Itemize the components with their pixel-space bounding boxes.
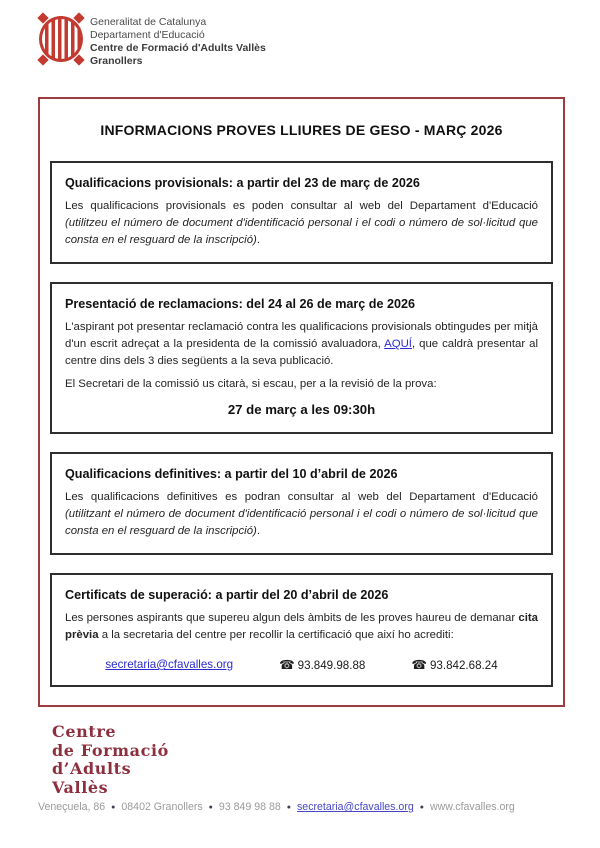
body-text: Les qualificacions definitives es podran consultar al web del Departament d'Educació <box>65 491 538 503</box>
notice-body <box>65 489 538 540</box>
body-text-italic: (utilitzeu el número de document d'identificació personal i el codi o número de sol·licitud que consta en el resguard de la inscripció) <box>65 217 538 246</box>
footer-email-link[interactable]: secretaria@cfavalles.org <box>297 801 414 813</box>
header-city: Granollers <box>90 55 143 67</box>
footer-city: 08402 Granollers <box>121 801 203 813</box>
footer-phone: 93 849 98 88 <box>218 801 281 813</box>
notice-heading: Qualificacions provisionals: a partir del 23 de març de 2026 <box>65 176 420 190</box>
phone-icon: ☎ <box>279 658 295 672</box>
bullet-icon: ● <box>208 803 213 811</box>
phone-number-1 <box>279 657 365 672</box>
footer-address: Veneçuela, 86 <box>38 801 106 813</box>
body-text-end: . <box>256 525 261 537</box>
header-department: Departament d'Educació <box>90 29 205 41</box>
contact-row <box>65 657 538 672</box>
generalitat-logo-icon <box>38 13 84 65</box>
body-text: Les persones aspirants que supereu algun dels àmbits de les proves haureu de demanar <box>65 612 519 624</box>
body-text-italic: (utilitzant el número de document d'identificació personal i el codi o número de sol·licitud que consta en el resguard de la inscripció) <box>65 508 538 537</box>
footer-contact-strip <box>38 801 578 813</box>
header <box>38 13 266 68</box>
notice-body <box>65 319 538 370</box>
body-text: L'aspirant pot presentar reclamació contra les qualificacions provisionals obtingudes per mitjà d'un escrit adreçat a la presidenta de la comissió avaluadora, <box>65 321 538 350</box>
footer-website: www.cfavalles.org <box>429 801 515 813</box>
body-text: a la secretaria del centre per recollir la certificació que així ho acrediti: <box>98 629 454 641</box>
senyera-stripes-icon <box>39 16 83 62</box>
page-title: INFORMACIONS PROVES LLIURES DE GESO - MARÇ 2026 <box>100 122 503 138</box>
phone-number-text: 93.849.98.88 <box>297 659 366 672</box>
header-org-name: Generalitat de Catalunya <box>90 16 207 28</box>
notice-body <box>65 610 538 644</box>
body-text: , que caldrà presentar al centre dins dels 3 dies següents a la seva publicació. <box>65 338 539 367</box>
notice-heading: Qualificacions definitives: a partir del 10 d’abril de 2026 <box>65 467 398 481</box>
bullet-icon: ● <box>286 803 291 811</box>
review-date-highlight: 27 de març a les 09:30h <box>227 402 376 417</box>
footer-brand-logo <box>52 723 169 797</box>
notice-heading: Certificats de superació: a partir del 20 d’abril de 2026 <box>65 588 389 602</box>
header-org-lines <box>90 13 266 68</box>
brand-line: Centre <box>52 722 117 741</box>
bullet-icon: ● <box>419 803 424 811</box>
notice-heading: Presentació de reclamacions: del 24 al 26 de març de 2026 <box>65 297 416 311</box>
notice-claims <box>50 282 553 434</box>
phone-number-2 <box>411 657 497 672</box>
brand-line: d’Adults <box>52 759 132 778</box>
notice-body <box>65 198 538 249</box>
body-text: Les qualificacions provisionals es poden consultar al web del Departament d'Educació <box>65 200 538 212</box>
body-text-bold: cita prèvia <box>65 612 538 641</box>
notice-certificates <box>50 573 553 687</box>
bullet-icon: ● <box>111 803 116 811</box>
notice-final-marks <box>50 452 553 555</box>
body-text-end: . <box>256 234 261 246</box>
aqui-link[interactable]: AQUÍ <box>384 338 412 350</box>
main-frame <box>38 97 565 707</box>
brand-line: de Formació <box>52 740 169 760</box>
phone-icon: ☎ <box>411 658 427 672</box>
notice-body: El Secretari de la comissió us citarà, si escau, per a la revisió de la prova: <box>65 378 437 390</box>
brand-line: Vallès <box>52 777 109 797</box>
phone-number-text: 93.842.68.24 <box>429 659 498 672</box>
secretary-email-link[interactable]: secretaria@cfavalles.org <box>105 658 234 671</box>
header-center-name: Centre de Formació d'Adults Vallès <box>90 42 266 54</box>
notice-provisional-marks <box>50 161 553 264</box>
